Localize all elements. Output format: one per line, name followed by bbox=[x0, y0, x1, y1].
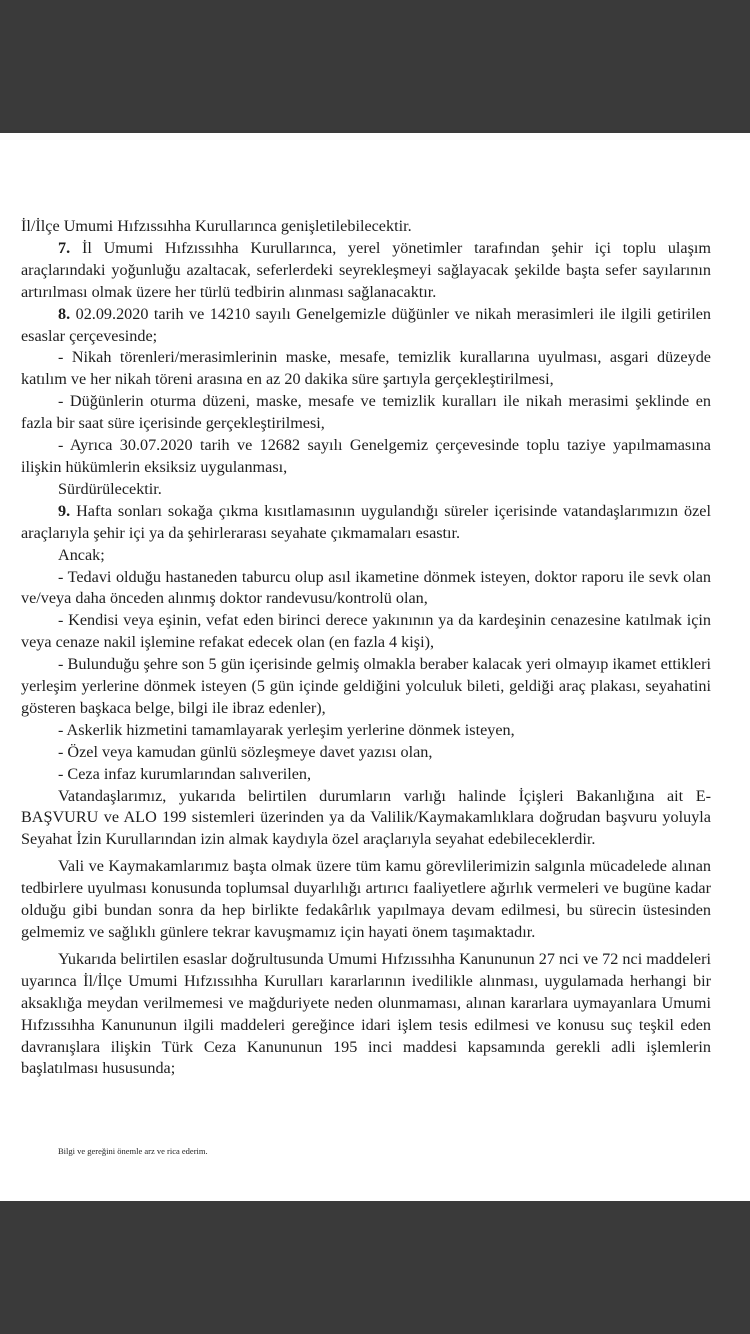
bottom-letterbox bbox=[0, 1201, 750, 1334]
list-item: - Nikah törenleri/merasimlerinin maske, mesafe, temizlik kurallarına uyulması, asgari düzeyde katılım ve her nikah töreni arasına en az 20 dakika süre şartıyla gerçekleştirilmesi, bbox=[21, 348, 711, 389]
item-8-conclusion: Sürdürülecektir. bbox=[58, 479, 162, 498]
list-item: - Ceza infaz kurumlarından salıverilen, bbox=[58, 764, 312, 783]
item-number-9: 9. bbox=[58, 501, 71, 520]
list-item: - Özel veya kamudan günlü sözleşmeye davet yazısı olan, bbox=[58, 742, 433, 761]
closing-line: Bilgi ve gereğini önemle arz ve rica ederim. bbox=[58, 1146, 208, 1156]
document-body bbox=[21, 216, 711, 1080]
item-9-text: Hafta sonları sokağa çıkma kısıtlamasının uygulandığı süreler içerisinde vatandaşlarımızın özel araçlarıyla şehir içi ya da şehirlerarası seyahate çıkmamaları esastır. bbox=[21, 501, 711, 542]
list-item: - Tedavi olduğu hastaneden taburcu olup asıl ikametine dönmek isteyen, doktor raporu ile sevk olan ve/veya daha önceden alınmış doktor randevusu/kontrolü olan, bbox=[21, 567, 711, 608]
item-number-7: 7. bbox=[58, 238, 71, 257]
list-item: - Kendisi veya eşinin, vefat eden birinci derece yakınının ya da kardeşinin cenazesine katılmak için veya cenaze nakil işlemine refakat edecek olan (en fazla 4 kişi), bbox=[21, 611, 711, 652]
list-item: - Askerlik hizmetini tamamlayarak yerleşim yerlerine dönmek isteyen, bbox=[58, 720, 515, 739]
paragraph-item-8 bbox=[21, 304, 711, 348]
top-letterbox bbox=[0, 0, 750, 133]
list-item: - Ayrıca 30.07.2020 tarih ve 12682 sayılı Genelgemiz çerçevesinde toplu taziye yapılmamasına ilişkin hükümlerin eksiksiz uygulanması, bbox=[21, 436, 711, 476]
list-item: - Düğünlerin oturma düzeni, maske, mesafe ve temizlik kuralları ile nikah merasimi şeklinde en fazla bir saat süre içerisinde gerçekleştirilmesi, bbox=[21, 392, 711, 433]
item-9-exception-heading: Ancak; bbox=[58, 545, 105, 564]
paragraph-officials: Vali ve Kaymakamlarımız başta olmak üzere tüm kamu görevlilerimizin salgınla mücadelede alınan tedbirlere uyulması konusunda toplumsal duyarlılığı artırıcı faaliyetlere ağırlık vermeleri ve bugüne kadar olduğu gibi bundan sonra da hep birlikte fedakârlık yapılmaya devam edilmesi, bu sürecin üstesinden gelmemiz ve sağlıklı günlere tekrar kavuşmamız için hayati önem taşımaktadır. bbox=[21, 857, 711, 941]
item-9-conclusion: Vatandaşlarımız, yukarıda belirtilen durumların varlığı halinde İçişleri Bakanlığına ait E-BAŞVURU ve ALO 199 sistemleri üzerinden ya da Valilik/Kaymakamlıklara doğrudan başvuru yoluyla Seyahat İzin Kurullarından izin almak kaydıyla özel araçlarıyla seyahat edebileceklerdir. bbox=[21, 786, 711, 849]
paragraph-item-7 bbox=[21, 238, 711, 304]
paragraph-item-9 bbox=[21, 501, 711, 545]
item-8-text: 02.09.2020 tarih ve 14210 sayılı Genelgemizle düğünler ve nikah merasimleri ile ilgili getirilen esaslar çerçevesinde; bbox=[21, 304, 711, 345]
paragraph-continuation: İl/İlçe Umumi Hıfzıssıhha Kurullarınca genişletilebilecektir. bbox=[21, 217, 412, 235]
document-page bbox=[0, 133, 750, 1201]
item-7-text: İl Umumi Hıfzıssıhha Kurullarınca, yerel yönetimler tarafından şehir içi toplu ulaşım araçlarındaki yoğunluğu azaltacak, seferlerdeki seyrekleşmeyi sağlayacak şekilde başta sefer sayılarının artırılması olmak üzere her türlü tedbirin alınması sağlanacaktır. bbox=[21, 238, 711, 301]
item-number-8: 8. bbox=[58, 304, 71, 323]
list-item: - Bulunduğu şehre son 5 gün içerisinde gelmiş olmakla beraber kalacak yeri olmayıp ikamet ettikleri yerleşim yerlerine dönmek isteyen (5 gün içinde geldiğini yolculuk bileti, geldiği araç plakası, seyahatini gösteren başkaca belge, bilgi ile ibraz edenler), bbox=[21, 655, 711, 717]
paragraph-legal-basis: Yukarıda belirtilen esaslar doğrultusunda Umumi Hıfzıssıhha Kanununun 27 nci ve 72 nci maddeleri uyarınca İl/İlçe Umumi Hıfzıssıhha Kurulları kararlarının ivedilikle alınması, uygulamada herhangi bir aksaklığa meydan verilmemesi ve mağduriyete neden olunmaması, alınan kararlara uymayanlara Umumi Hıfzıssıhha Kanununun ilgili maddeleri gereğince idari işlem tesis edilmesi ve konusu suç teşkil eden davranışlara ilişkin Türk Ceza Kanununun 195 inci maddesi kapsamında gerekli adli işlemlerin başlatılması hususunda; bbox=[21, 949, 711, 1078]
